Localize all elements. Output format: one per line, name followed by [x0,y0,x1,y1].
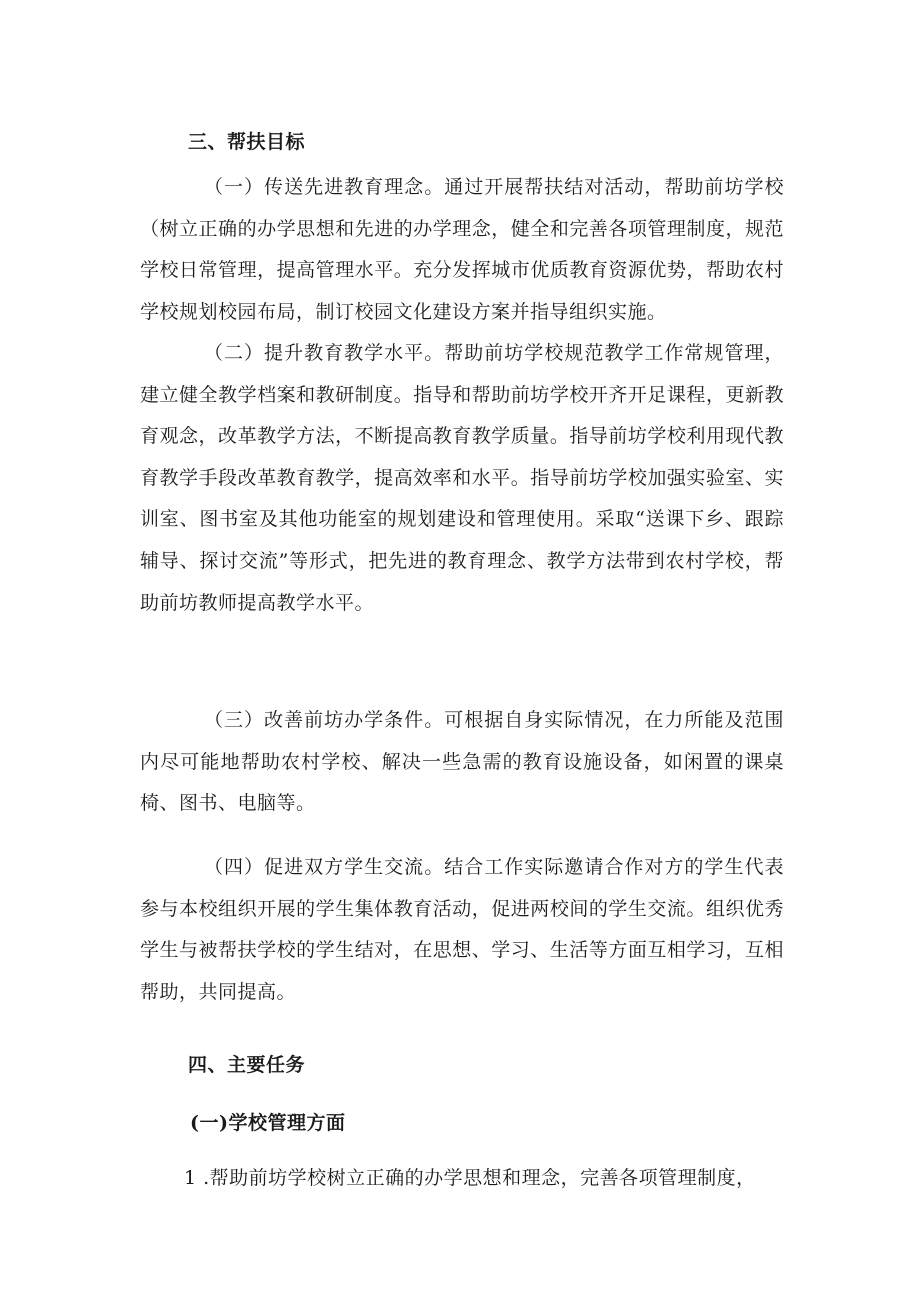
paragraph-goal-3: （三）改善前坊办学条件。可根据自身实际情况，在力所能及范围内尽可能地帮助农村学校、解决一些急需的教育设施设备，如闲置的课桌椅、图书、电脑等。 [140,709,784,815]
paragraph-goal-2: （二）提升教育教学水平。帮助前坊学校规范教学工作常规管理，建立健全教学档案和教研制度。指导和帮助前坊学校开齐开足课程，更新教育观念，改革教学方法，不断提高教育教学质量。指导前坊学校利用现代教育教学手段改革教育教学，提高效率和水平。指导前坊学校加强实验室、实训室、图书室及其他功能室的规划建设和管理使用。采取“送课下乡、跟踪辅导、探讨交流”等形式，把先进的教育理念、教学方法带到农村学校，帮助前坊教师提高教学水平。 [140,342,784,614]
section-heading-tasks: 四、主要任务 [188,1054,306,1076]
paragraph-goal-1: （一）传送先进教育理念。通过开展帮扶结对活动，帮助前坊学校（树立正确的办学思想和先进的办学理念，健全和完善各项管理制度，规范学校日常管理，提高管理水平。充分发挥城市优质教育资源优势，帮助农村学校规划校园布局，制订校园文化建设方案并指导组织实施。 [140,176,784,323]
list-item-1: 1 .帮助前坊学校树立正确的办学思想和理念，完善各项管理制度， [184,1167,756,1189]
subheading-school-management: (一)学校管理方面 [190,1112,346,1134]
section-heading-goals: 三、帮扶目标 [188,131,306,153]
paragraph-goal-4: （四）促进双方学生交流。结合工作实际邀请合作对方的学生代表参与本校组织开展的学生集体教育活动，促进两校间的学生交流。组织优秀学生与被帮扶学校的学生结对，在思想、学习、生活等方面互相学习，互相帮助，共同提高。 [140,856,784,1003]
